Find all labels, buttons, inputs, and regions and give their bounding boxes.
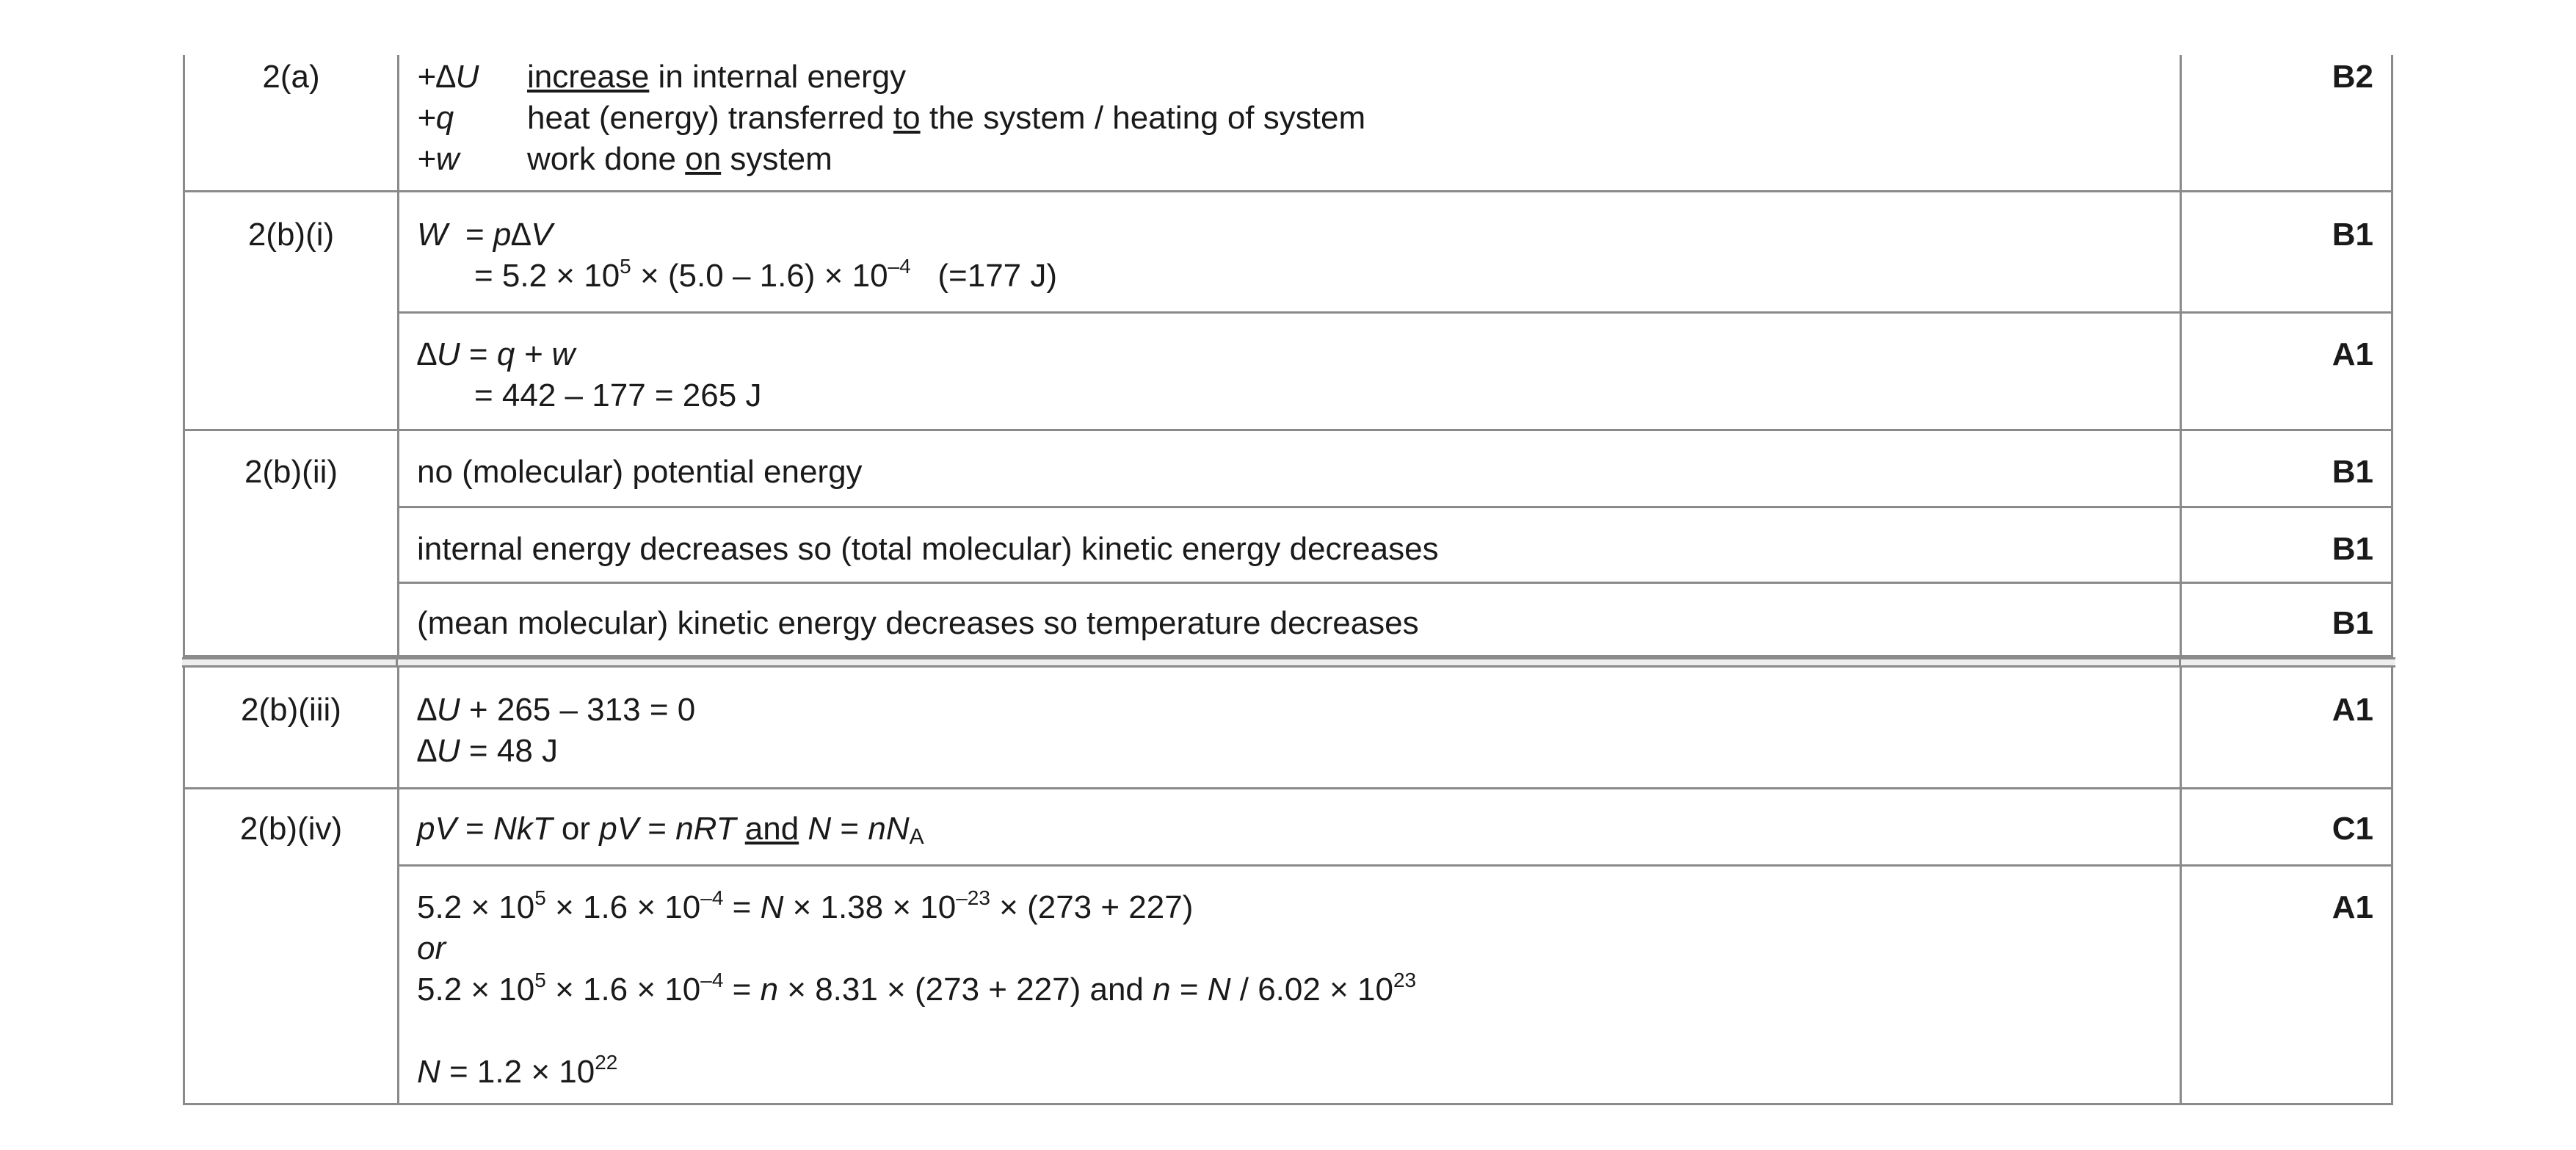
mark-code: B1 [2332,531,2373,567]
mark-code: A1 [2332,692,2373,728]
math-text: N [808,811,832,847]
question-number: 2(b)(ii) [185,431,399,655]
math-text: 5.2 × 10 [417,972,535,1008]
math-text: NkT [493,811,553,847]
exponent: 5 [620,255,631,278]
delta-u-sign: +∆U [417,59,479,95]
math-text: = [447,217,493,253]
answer-cell [399,192,2182,311]
question-number: 2(a) [185,55,399,190]
math-text: ∆U [417,336,460,372]
mark-scheme-table [183,55,2393,1105]
math-text: = [831,811,868,847]
answer-text: heat (energy) transferred [527,100,893,136]
math-text: nN [868,811,910,847]
math-text: n [1153,972,1171,1008]
answer-cell [399,55,2182,190]
answer-cell: (mean molecular) kinetic energy decreases so temperature decreases [399,584,2182,655]
math-text: × 1.6 × 10 [545,889,701,925]
math-text: or [552,811,600,847]
math-text: p∆V [493,217,553,253]
answer-row [399,192,2391,311]
exponent: 5 [534,886,546,909]
math-text: n [760,972,779,1008]
mark-code: B2 [2332,59,2373,95]
mark-code: C1 [2332,811,2373,847]
exponent: 23 [1393,969,1417,991]
math-text: N [1207,972,1231,1008]
question-group-2bi [183,192,2393,431]
math-text: nRT [675,811,736,847]
math-text: N [760,889,784,925]
math-text: = [460,336,497,372]
mark-code: A1 [2332,336,2373,372]
math-text: × 1.6 × 10 [545,972,701,1008]
exponent: 5 [534,969,546,991]
answer-cell: internal energy decreases so (total molecular) kinetic energy decreases [399,508,2182,582]
answer-cell [399,789,2182,864]
math-text: q + w [496,336,576,372]
math-text: ∆U [417,692,460,728]
math-text: = 1.2 × 10 [440,1054,595,1090]
math-text: = 5.2 × 10 [474,258,620,294]
question-group-2bii [183,431,2393,657]
question-group-2biii [183,668,2393,789]
question-number: 2(b)(iii) [185,668,399,787]
mark-code: B1 [2332,454,2373,490]
underlined-word: to [893,100,921,136]
subscript: A [909,825,924,849]
exponent: –23 [956,886,990,909]
mark-code: B1 [2332,217,2373,253]
math-text: + 265 – 313 = 0 [460,692,696,728]
underlined-word: and [744,811,799,847]
answer-cell [399,314,2182,429]
answer-row [399,789,2391,864]
answer-text: system [721,141,832,177]
answer-cell [399,867,2182,1103]
math-text: ∆U [417,733,460,769]
column-divider [2179,659,2181,665]
math-text: × 8.31 × (273 + 227) and [778,972,1153,1008]
answer-row [399,668,2391,787]
math-text: 5.2 × 10 [417,889,535,925]
question-group-2biv [183,789,2393,1105]
q-sign: +q [417,100,454,136]
column-divider [396,659,398,665]
answer-cell: no (molecular) potential energy [399,431,2182,506]
answer-text: work done [527,141,686,177]
question-number: 2(b)(iv) [185,789,399,1103]
math-text: pV [599,811,639,847]
underlined-word: on [685,141,722,177]
question-number: 2(b)(i) [185,192,399,429]
answer-row [399,431,2391,506]
math-text: W [417,217,448,253]
math-text: N [417,1054,440,1090]
exponent: –4 [700,886,724,909]
answer-row [399,311,2391,429]
math-text: pV [417,811,457,847]
answer-row [399,582,2391,655]
math-text: = [723,889,761,925]
w-sign: +w [417,141,460,177]
page-break-gap [182,657,2395,668]
math-text: × (5.0 – 1.6) × 10 [631,258,888,294]
answer-cell [399,668,2182,787]
math-text: = 442 – 177 = 265 J [474,377,762,413]
answer-text: in internal energy [649,59,907,95]
exponent: –4 [700,969,724,991]
answer-row [399,55,2391,190]
answer-text: the system / heating of system [920,100,1366,136]
math-text: × 1.38 × 10 [783,889,957,925]
math-text: = [456,811,493,847]
exponent: 22 [595,1051,618,1074]
math-text: = [1170,972,1208,1008]
math-text: (=177 J) [910,258,1058,294]
exponent: –4 [888,255,911,278]
math-text: / 6.02 × 10 [1230,972,1393,1008]
or-text: or [417,930,446,966]
mark-code: B1 [2332,605,2373,641]
underlined-word: increase [527,59,650,95]
answer-row [399,506,2391,582]
math-text: × (273 + 227) [990,889,1194,925]
math-text: = 48 J [460,733,559,769]
answer-row [399,864,2391,1103]
question-group-2a [183,55,2393,192]
math-text [799,811,808,847]
mark-code: A1 [2332,889,2373,925]
math-text: = [723,972,761,1008]
math-text [736,811,745,847]
math-text: = [639,811,676,847]
